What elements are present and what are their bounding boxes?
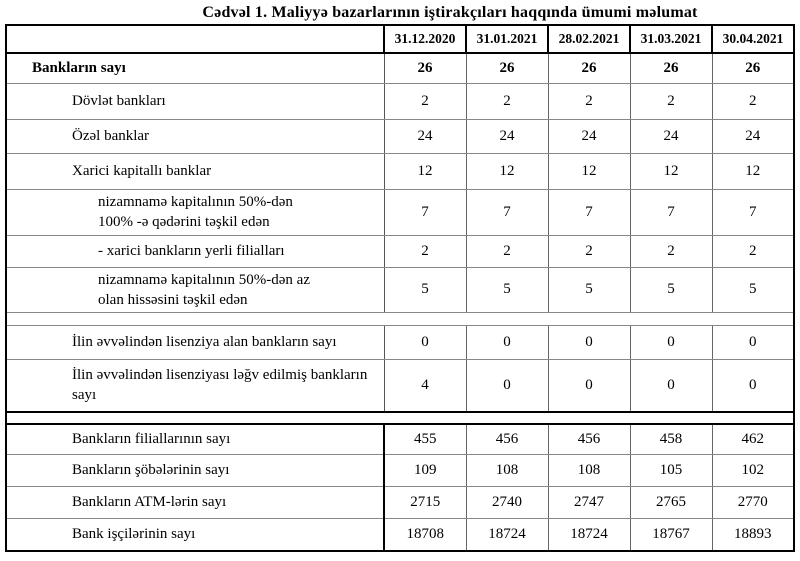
table-row xyxy=(6,487,794,519)
row-label: Özəl banklar xyxy=(6,119,384,153)
table-row xyxy=(6,119,794,153)
header-date-cell: 28.02.2021 xyxy=(548,25,630,53)
row-label: İlin əvvəlindən lisenziyası ləğv edilmiş bankların sayı xyxy=(6,360,384,412)
value-cell: 24 xyxy=(712,119,794,153)
value-cell: 18708 xyxy=(384,519,466,551)
table-row xyxy=(6,267,794,313)
table-row xyxy=(6,424,794,455)
value-cell: 5 xyxy=(548,267,630,313)
row-label: Bankların sayı xyxy=(6,53,384,83)
value-cell: 0 xyxy=(712,360,794,412)
row-label: Bankların şöbələrinin sayı xyxy=(6,455,384,487)
value-cell: 5 xyxy=(466,267,548,313)
value-cell: 455 xyxy=(384,424,466,455)
value-cell: 2 xyxy=(548,235,630,267)
value-cell: 5 xyxy=(630,267,712,313)
value-cell: 2765 xyxy=(630,487,712,519)
table-row xyxy=(6,83,794,119)
value-cell: 7 xyxy=(466,189,548,235)
value-cell: 0 xyxy=(630,326,712,360)
value-cell: 2 xyxy=(712,235,794,267)
value-cell: 26 xyxy=(384,53,466,83)
value-cell: 7 xyxy=(384,189,466,235)
banking-statistics-table xyxy=(5,24,795,552)
value-cell: 12 xyxy=(548,153,630,189)
value-cell: 26 xyxy=(548,53,630,83)
value-cell: 7 xyxy=(712,189,794,235)
table-row xyxy=(6,455,794,487)
value-cell: 2740 xyxy=(466,487,548,519)
value-cell: 0 xyxy=(548,326,630,360)
value-cell: 108 xyxy=(548,455,630,487)
value-cell: 0 xyxy=(466,326,548,360)
value-cell: 12 xyxy=(712,153,794,189)
value-cell: 0 xyxy=(712,326,794,360)
value-cell: 18893 xyxy=(712,519,794,551)
value-cell: 0 xyxy=(630,360,712,412)
value-cell: 26 xyxy=(630,53,712,83)
value-cell: 5 xyxy=(712,267,794,313)
value-cell: 2 xyxy=(630,83,712,119)
value-cell: 24 xyxy=(548,119,630,153)
spacer-cell xyxy=(6,313,794,326)
value-cell: 2715 xyxy=(384,487,466,519)
value-cell: 108 xyxy=(466,455,548,487)
value-cell: 2 xyxy=(548,83,630,119)
value-cell: 0 xyxy=(384,326,466,360)
table-row xyxy=(6,53,794,83)
value-cell: 456 xyxy=(548,424,630,455)
value-cell: 26 xyxy=(466,53,548,83)
table-row xyxy=(6,326,794,360)
value-cell: 2770 xyxy=(712,487,794,519)
value-cell: 102 xyxy=(712,455,794,487)
value-cell: 12 xyxy=(466,153,548,189)
value-cell: 18767 xyxy=(630,519,712,551)
value-cell: 2747 xyxy=(548,487,630,519)
value-cell: 18724 xyxy=(466,519,548,551)
value-cell: 18724 xyxy=(548,519,630,551)
value-cell: 5 xyxy=(384,267,466,313)
value-cell: 7 xyxy=(548,189,630,235)
row-label: nizamnamə kapitalının 50%-dən 100% -ə qədərini təşkil edən xyxy=(6,189,384,235)
row-label: İlin əvvəlindən lisenziya alan bankların sayı xyxy=(6,326,384,360)
row-label: Dövlət bankları xyxy=(6,83,384,119)
table-row xyxy=(6,189,794,235)
header-date-cell: 30.04.2021 xyxy=(712,25,794,53)
spacer-row xyxy=(6,313,794,326)
value-cell: 7 xyxy=(630,189,712,235)
table-row xyxy=(6,235,794,267)
header-date-cell: 31.03.2021 xyxy=(630,25,712,53)
table-title: Cədvəl 1. Maliyyə bazarlarının iştirakçıları haqqında ümumi məlumat xyxy=(202,4,698,21)
header-empty-cell xyxy=(6,25,384,53)
table-body xyxy=(6,53,794,551)
row-label: - xarici bankların yerli filialları xyxy=(6,235,384,267)
row-label: Bankların ATM-lərin sayı xyxy=(6,487,384,519)
value-cell: 4 xyxy=(384,360,466,412)
table-row xyxy=(6,153,794,189)
value-cell: 2 xyxy=(466,83,548,119)
value-cell: 2 xyxy=(712,83,794,119)
row-label: Bankların filiallarının sayı xyxy=(6,424,384,455)
value-cell: 456 xyxy=(466,424,548,455)
value-cell: 2 xyxy=(384,83,466,119)
value-cell: 0 xyxy=(466,360,548,412)
table-row xyxy=(6,360,794,412)
value-cell: 26 xyxy=(712,53,794,83)
row-label: Bank işçilərinin sayı xyxy=(6,519,384,551)
spacer-cell xyxy=(6,412,794,424)
header-row xyxy=(6,25,794,53)
table-row xyxy=(6,519,794,551)
value-cell: 458 xyxy=(630,424,712,455)
value-cell: 2 xyxy=(466,235,548,267)
value-cell: 105 xyxy=(630,455,712,487)
row-label: nizamnamə kapitalının 50%-dən az olan hissəsini təşkil edən xyxy=(6,267,384,313)
value-cell: 0 xyxy=(548,360,630,412)
value-cell: 2 xyxy=(384,235,466,267)
section-separator-row xyxy=(6,412,794,424)
row-label: Xarici kapitallı banklar xyxy=(6,153,384,189)
value-cell: 2 xyxy=(630,235,712,267)
value-cell: 462 xyxy=(712,424,794,455)
header-date-cell: 31.12.2020 xyxy=(384,25,466,53)
value-cell: 12 xyxy=(384,153,466,189)
value-cell: 24 xyxy=(466,119,548,153)
value-cell: 109 xyxy=(384,455,466,487)
header-date-cell: 31.01.2021 xyxy=(466,25,548,53)
value-cell: 24 xyxy=(384,119,466,153)
value-cell: 12 xyxy=(630,153,712,189)
value-cell: 24 xyxy=(630,119,712,153)
